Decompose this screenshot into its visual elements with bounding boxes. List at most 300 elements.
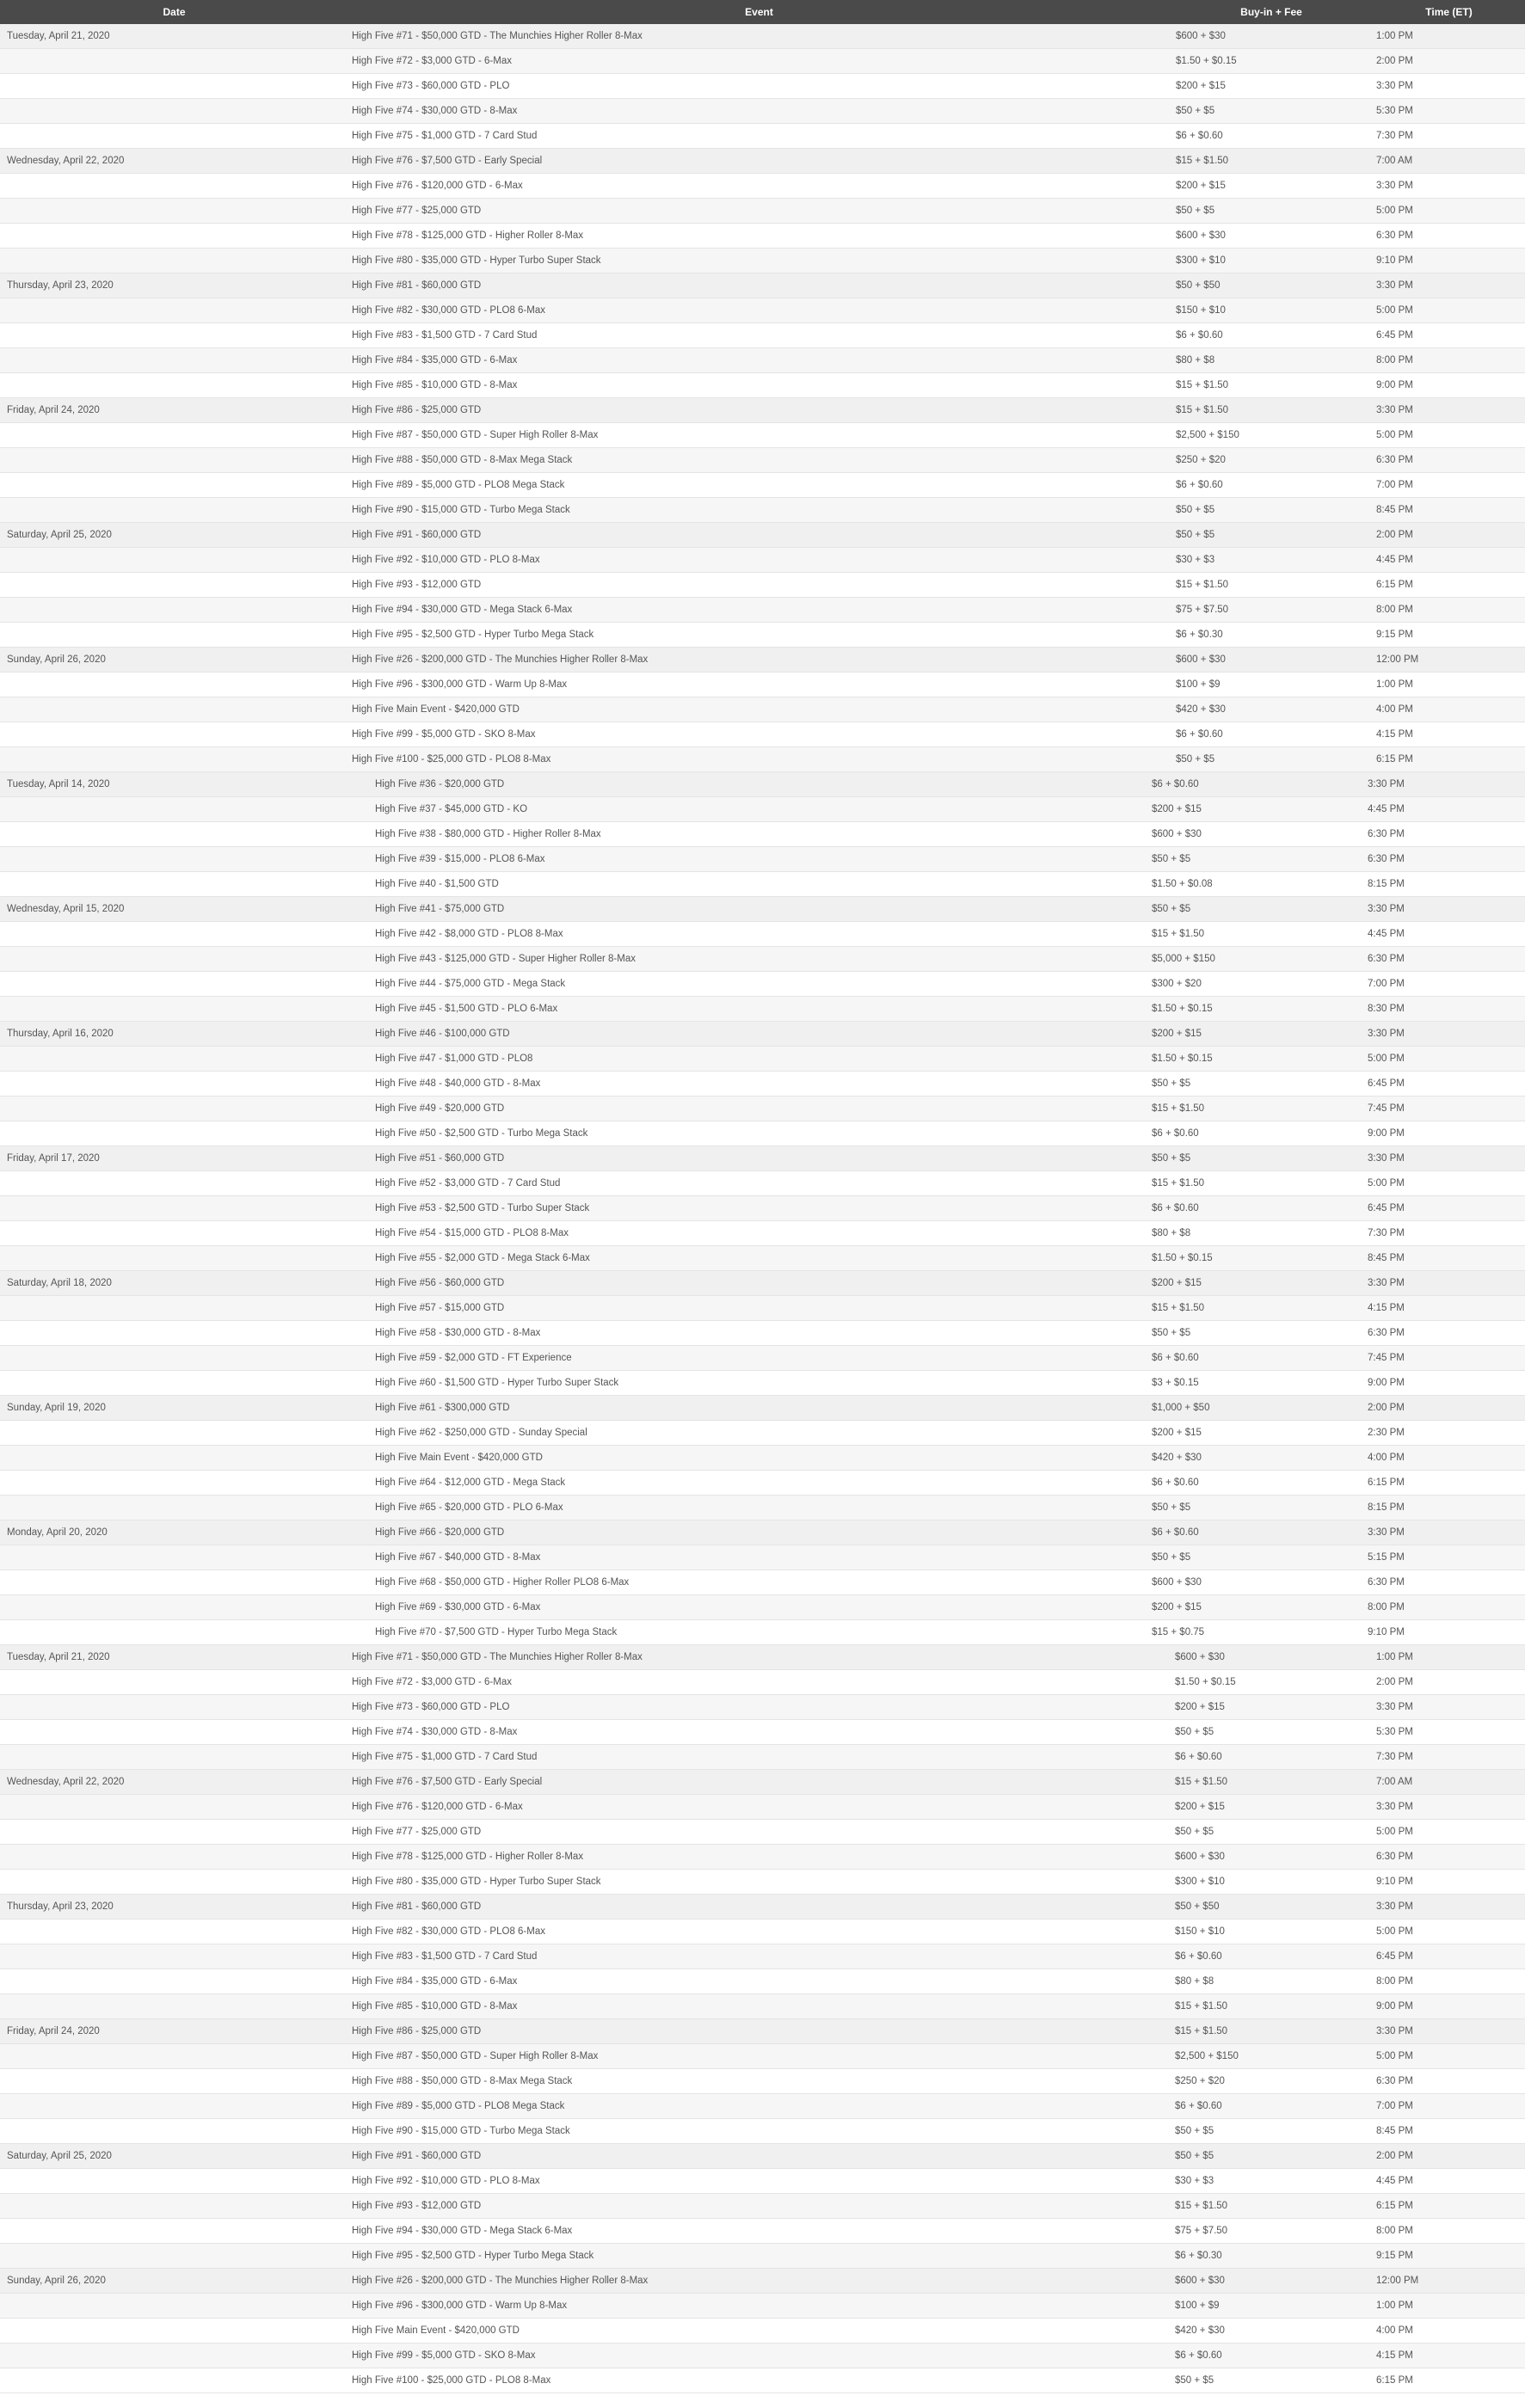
event-cell: High Five #74 - $30,000 GTD - 8-Max	[352, 1727, 518, 1737]
event-cell: High Five #91 - $60,000 GTD	[352, 530, 482, 540]
time-cell: 8:00 PM	[1376, 355, 1413, 366]
date-cell: Thursday, April 16, 2020	[7, 1029, 114, 1039]
table-row	[0, 2344, 1525, 2368]
table-row	[0, 473, 1525, 498]
time-cell: 4:45 PM	[1368, 804, 1405, 814]
table-row	[0, 149, 1525, 174]
buyin-cell: $75 + $7.50	[1175, 2226, 1228, 2236]
time-cell: 8:30 PM	[1368, 1004, 1405, 1014]
buyin-cell: $80 + $8	[1152, 1228, 1191, 1238]
time-cell: 5:00 PM	[1376, 430, 1413, 440]
event-cell: High Five Main Event - $420,000 GTD	[352, 704, 520, 715]
buyin-cell: $1.50 + $0.08	[1152, 879, 1213, 889]
column-header-date: Date	[163, 6, 186, 18]
time-cell: 3:30 PM	[1368, 904, 1405, 914]
time-cell: 2:00 PM	[1368, 1403, 1405, 1413]
time-cell: 6:30 PM	[1376, 1852, 1413, 1862]
time-cell: 5:00 PM	[1368, 1178, 1405, 1189]
time-cell: 6:30 PM	[1376, 2076, 1413, 2086]
time-cell: 8:45 PM	[1376, 505, 1413, 515]
date-cell: Sunday, April 19, 2020	[7, 1403, 106, 1413]
date-cell: Friday, April 24, 2020	[7, 405, 100, 415]
event-cell: High Five #73 - $60,000 GTD - PLO	[352, 81, 510, 91]
event-cell: High Five #93 - $12,000 GTD	[352, 580, 482, 590]
buyin-cell: $100 + $9	[1176, 679, 1221, 690]
table-row	[0, 1745, 1525, 1770]
event-cell: High Five #78 - $125,000 GTD - Higher Roller 8-Max	[352, 1852, 584, 1862]
time-cell: 12:00 PM	[1376, 2276, 1419, 2286]
table-row	[0, 199, 1525, 224]
table-row	[0, 2368, 1525, 2393]
event-cell: High Five #92 - $10,000 GTD - PLO 8-Max	[352, 555, 540, 565]
table-row	[0, 398, 1525, 423]
table-row	[0, 323, 1525, 348]
time-cell: 2:00 PM	[1376, 2151, 1413, 2161]
table-row	[0, 648, 1525, 673]
time-cell: 1:00 PM	[1376, 679, 1413, 690]
table-row	[0, 2119, 1525, 2144]
table-row	[0, 2019, 1525, 2044]
event-cell: High Five #58 - $30,000 GTD - 8-Max	[375, 1328, 541, 1338]
event-cell: High Five #65 - $20,000 GTD - PLO 6-Max	[375, 1502, 563, 1513]
event-cell: High Five #49 - $20,000 GTD	[375, 1103, 505, 1114]
buyin-cell: $6 + $0.60	[1175, 2350, 1222, 2361]
time-cell: 5:30 PM	[1376, 106, 1413, 116]
buyin-cell: $6 + $0.60	[1176, 729, 1223, 740]
time-cell: 5:00 PM	[1376, 1926, 1413, 1937]
date-cell: Friday, April 24, 2020	[7, 2026, 100, 2036]
buyin-cell: $200 + $15	[1176, 81, 1226, 91]
time-cell: 3:30 PM	[1376, 2026, 1413, 2036]
event-cell: High Five #57 - $15,000 GTD	[375, 1303, 505, 1313]
event-cell: High Five #73 - $60,000 GTD - PLO	[352, 1702, 510, 1712]
buyin-cell: $250 + $20	[1176, 455, 1226, 465]
event-cell: High Five #60 - $1,500 GTD - Hyper Turbo Super Stack	[375, 1378, 619, 1388]
buyin-cell: $200 + $15	[1175, 1702, 1225, 1712]
buyin-cell: $600 + $30	[1175, 1852, 1225, 1862]
event-cell: High Five #81 - $60,000 GTD	[352, 1901, 482, 1912]
time-cell: 7:30 PM	[1376, 1752, 1413, 1762]
date-cell: Friday, April 17, 2020	[7, 1153, 100, 1164]
buyin-cell: $600 + $30	[1175, 2276, 1225, 2286]
event-cell: High Five #95 - $2,500 GTD - Hyper Turbo Mega Stack	[352, 2251, 594, 2261]
buyin-cell: $1,000 + $50	[1152, 1403, 1210, 1413]
time-cell: 6:30 PM	[1368, 829, 1405, 839]
buyin-cell: $80 + $8	[1176, 355, 1215, 366]
date-cell: Wednesday, April 22, 2020	[7, 156, 125, 166]
buyin-cell: $50 + $5	[1152, 1552, 1191, 1563]
buyin-cell: $15 + $1.50	[1176, 580, 1229, 590]
buyin-cell: $15 + $1.50	[1175, 2026, 1228, 2036]
buyin-cell: $300 + $20	[1152, 979, 1202, 989]
buyin-cell: $200 + $15	[1152, 1428, 1202, 1438]
table-row	[0, 24, 1525, 49]
table-row	[0, 1944, 1525, 1969]
table-row	[0, 2194, 1525, 2219]
time-cell: 9:00 PM	[1376, 2001, 1413, 2012]
time-cell: 6:15 PM	[1376, 2375, 1413, 2386]
event-cell: High Five #87 - $50,000 GTD - Super High Roller 8-Max	[352, 2051, 599, 2061]
buyin-cell: $600 + $30	[1176, 31, 1226, 41]
table-row	[0, 598, 1525, 623]
table-row	[0, 1670, 1525, 1695]
event-cell: High Five #96 - $300,000 GTD - Warm Up 8-Max	[352, 679, 568, 690]
time-cell: 3:30 PM	[1376, 81, 1413, 91]
buyin-cell: $6 + $0.30	[1175, 2251, 1222, 2261]
buyin-cell: $3 + $0.15	[1152, 1378, 1199, 1388]
table-row	[0, 947, 1525, 972]
time-cell: 8:45 PM	[1376, 2126, 1413, 2136]
date-cell: Thursday, April 23, 2020	[7, 1901, 114, 1912]
event-cell: High Five #76 - $7,500 GTD - Early Special	[352, 156, 543, 166]
table-row	[0, 2044, 1525, 2069]
table-header	[0, 0, 1525, 24]
event-cell: High Five #64 - $12,000 GTD - Mega Stack	[375, 1477, 566, 1488]
table-row	[0, 997, 1525, 1022]
time-cell: 6:30 PM	[1368, 854, 1405, 864]
time-cell: 2:00 PM	[1376, 1677, 1413, 1687]
time-cell: 6:15 PM	[1376, 580, 1413, 590]
event-cell: High Five #94 - $30,000 GTD - Mega Stack 6-Max	[352, 2226, 573, 2236]
time-cell: 8:00 PM	[1368, 1602, 1405, 1612]
event-cell: High Five #84 - $35,000 GTD - 6-Max	[352, 1976, 518, 1987]
table-row	[0, 348, 1525, 373]
event-cell: High Five #46 - $100,000 GTD	[375, 1029, 510, 1039]
event-cell: High Five #42 - $8,000 GTD - PLO8 8-Max	[375, 929, 563, 939]
table-row	[0, 872, 1525, 897]
event-cell: High Five #88 - $50,000 GTD - 8-Max Mega Stack	[352, 2076, 573, 2086]
time-cell: 8:15 PM	[1368, 879, 1405, 889]
table-row	[0, 673, 1525, 697]
table-row	[0, 1595, 1525, 1620]
date-cell: Saturday, April 25, 2020	[7, 530, 112, 540]
buyin-cell: $50 + $5	[1152, 1502, 1191, 1513]
time-cell: 7:30 PM	[1376, 131, 1413, 141]
time-cell: 1:00 PM	[1376, 2300, 1413, 2311]
time-cell: 4:45 PM	[1376, 2176, 1413, 2186]
table-row	[0, 1820, 1525, 1845]
table-row	[0, 1346, 1525, 1371]
time-cell: 1:00 PM	[1376, 1652, 1413, 1662]
event-cell: High Five #39 - $15,000 - PLO8 6-Max	[375, 854, 545, 864]
buyin-cell: $80 + $8	[1175, 1976, 1214, 1987]
buyin-cell: $30 + $3	[1176, 555, 1215, 565]
table-row	[0, 2269, 1525, 2294]
table-row	[0, 1920, 1525, 1944]
table-row	[0, 2169, 1525, 2194]
buyin-cell: $1.50 + $0.15	[1175, 1677, 1236, 1687]
time-cell: 6:45 PM	[1368, 1203, 1405, 1213]
table-row	[0, 1396, 1525, 1421]
event-cell: High Five #44 - $75,000 GTD - Mega Stack	[375, 979, 566, 989]
buyin-cell: $600 + $30	[1152, 1577, 1202, 1588]
buyin-cell: $15 + $1.50	[1175, 2001, 1228, 2012]
event-cell: High Five #80 - $35,000 GTD - Hyper Turbo Super Stack	[352, 255, 601, 266]
table-row	[0, 1146, 1525, 1171]
time-cell: 7:45 PM	[1368, 1353, 1405, 1363]
buyin-cell: $15 + $1.50	[1175, 2201, 1228, 2211]
event-cell: High Five #26 - $200,000 GTD - The Munchies Higher Roller 8-Max	[352, 654, 649, 665]
table-row	[0, 273, 1525, 298]
event-cell: High Five #82 - $30,000 GTD - PLO8 6-Max	[352, 1926, 545, 1937]
time-cell: 7:30 PM	[1368, 1228, 1405, 1238]
event-cell: High Five #55 - $2,000 GTD - Mega Stack 6-Max	[375, 1253, 590, 1263]
time-cell: 7:00 PM	[1376, 2101, 1413, 2111]
buyin-cell: $50 + $5	[1175, 2126, 1214, 2136]
event-cell: High Five #90 - $15,000 GTD - Turbo Mega Stack	[352, 505, 570, 515]
event-cell: High Five #93 - $12,000 GTD	[352, 2201, 482, 2211]
date-cell: Wednesday, April 22, 2020	[7, 1777, 125, 1787]
time-cell: 3:30 PM	[1376, 1901, 1413, 1912]
time-cell: 3:30 PM	[1368, 779, 1405, 789]
event-cell: High Five #51 - $60,000 GTD	[375, 1153, 505, 1164]
buyin-cell: $15 + $1.50	[1152, 1178, 1205, 1189]
table-row	[0, 2319, 1525, 2344]
event-cell: High Five #69 - $30,000 GTD - 6-Max	[375, 1602, 541, 1612]
time-cell: 3:30 PM	[1376, 181, 1413, 191]
time-cell: 6:15 PM	[1376, 754, 1413, 765]
buyin-cell: $15 + $1.50	[1176, 380, 1229, 390]
buyin-cell: $6 + $0.60	[1176, 131, 1223, 141]
time-cell: 8:15 PM	[1368, 1502, 1405, 1513]
time-cell: 4:15 PM	[1376, 2350, 1413, 2361]
time-cell: 5:30 PM	[1376, 1727, 1413, 1737]
table-row	[0, 822, 1525, 847]
table-row	[0, 548, 1525, 573]
table-row	[0, 2069, 1525, 2094]
event-cell: High Five #68 - $50,000 GTD - Higher Roller PLO8 6-Max	[375, 1577, 630, 1588]
table-row	[0, 423, 1525, 448]
table-row	[0, 897, 1525, 922]
table-row	[0, 1545, 1525, 1570]
event-cell: High Five #77 - $25,000 GTD	[352, 1827, 482, 1837]
event-cell: High Five #40 - $1,500 GTD	[375, 879, 499, 889]
table-row	[0, 1620, 1525, 1645]
event-cell: High Five #87 - $50,000 GTD - Super High Roller 8-Max	[352, 430, 599, 440]
table-row	[0, 1720, 1525, 1745]
buyin-cell: $50 + $5	[1175, 2375, 1214, 2386]
buyin-cell: $150 + $10	[1175, 1926, 1225, 1937]
buyin-cell: $200 + $15	[1152, 804, 1202, 814]
buyin-cell: $1.50 + $0.15	[1152, 1004, 1213, 1014]
buyin-cell: $100 + $9	[1175, 2300, 1220, 2311]
buyin-cell: $15 + $1.50	[1176, 156, 1229, 166]
time-cell: 3:30 PM	[1376, 405, 1413, 415]
event-cell: High Five #67 - $40,000 GTD - 8-Max	[375, 1552, 541, 1563]
buyin-cell: $15 + $1.50	[1152, 929, 1205, 939]
event-cell: High Five #99 - $5,000 GTD - SKO 8-Max	[352, 729, 536, 740]
time-cell: 8:45 PM	[1368, 1253, 1405, 1263]
time-cell: 4:00 PM	[1376, 704, 1413, 715]
date-cell: Sunday, April 26, 2020	[7, 2276, 106, 2286]
buyin-cell: $600 + $30	[1175, 1652, 1225, 1662]
time-cell: 3:30 PM	[1368, 1527, 1405, 1538]
time-cell: 5:00 PM	[1376, 1827, 1413, 1837]
date-cell: Sunday, April 26, 2020	[7, 654, 106, 665]
buyin-cell: $6 + $0.30	[1176, 630, 1223, 640]
time-cell: 7:45 PM	[1368, 1103, 1405, 1114]
buyin-cell: $6 + $0.60	[1152, 1128, 1199, 1139]
time-cell: 6:30 PM	[1368, 1577, 1405, 1588]
time-cell: 4:15 PM	[1368, 1303, 1405, 1313]
table-row	[0, 224, 1525, 249]
buyin-cell: $1.50 + $0.15	[1152, 1054, 1213, 1064]
table-row	[0, 1471, 1525, 1496]
time-cell: 4:00 PM	[1376, 2325, 1413, 2336]
time-cell: 6:30 PM	[1368, 1328, 1405, 1338]
buyin-cell: $420 + $30	[1152, 1453, 1202, 1463]
event-cell: High Five #53 - $2,500 GTD - Turbo Super Stack	[375, 1203, 590, 1213]
time-cell: 6:45 PM	[1368, 1078, 1405, 1089]
table-row	[0, 1171, 1525, 1196]
table-row	[0, 2244, 1525, 2269]
time-cell: 4:45 PM	[1376, 555, 1413, 565]
buyin-cell: $30 + $3	[1175, 2176, 1214, 2186]
event-cell: High Five #75 - $1,000 GTD - 7 Card Stud	[352, 131, 538, 141]
table-row	[0, 373, 1525, 398]
buyin-cell: $6 + $0.60	[1175, 1951, 1222, 1962]
buyin-cell: $6 + $0.60	[1152, 1353, 1199, 1363]
table-row	[0, 1845, 1525, 1870]
table-row	[0, 1446, 1525, 1471]
event-cell: High Five #36 - $20,000 GTD	[375, 779, 505, 789]
table-row	[0, 1795, 1525, 1820]
buyin-cell: $300 + $10	[1176, 255, 1226, 266]
date-cell: Thursday, April 23, 2020	[7, 280, 114, 291]
buyin-cell: $600 + $30	[1176, 230, 1226, 241]
buyin-cell: $50 + $5	[1175, 1827, 1214, 1837]
time-cell: 8:00 PM	[1376, 605, 1413, 615]
buyin-cell: $50 + $50	[1175, 1901, 1220, 1912]
time-cell: 4:15 PM	[1376, 729, 1413, 740]
event-cell: High Five #99 - $5,000 GTD - SKO 8-Max	[352, 2350, 536, 2361]
buyin-cell: $50 + $5	[1175, 2151, 1214, 2161]
time-cell: 5:00 PM	[1376, 206, 1413, 216]
event-cell: High Five #95 - $2,500 GTD - Hyper Turbo Mega Stack	[352, 630, 594, 640]
buyin-cell: $200 + $15	[1152, 1029, 1202, 1039]
buyin-cell: $5,000 + $150	[1152, 954, 1215, 964]
table-row	[0, 448, 1525, 473]
event-cell: High Five #90 - $15,000 GTD - Turbo Mega Stack	[352, 2126, 570, 2136]
column-header-buyin: Buy-in + Fee	[1240, 6, 1302, 18]
table-row	[0, 1022, 1525, 1047]
column-header-time: Time (ET)	[1425, 6, 1473, 18]
time-cell: 9:00 PM	[1376, 380, 1413, 390]
time-cell: 8:00 PM	[1376, 1976, 1413, 1987]
table-row	[0, 1570, 1525, 1595]
table-row	[0, 2144, 1525, 2169]
time-cell: 6:30 PM	[1376, 230, 1413, 241]
buyin-cell: $15 + $1.50	[1152, 1103, 1205, 1114]
event-cell: High Five #92 - $10,000 GTD - PLO 8-Max	[352, 2176, 540, 2186]
buyin-cell: $200 + $15	[1176, 181, 1226, 191]
table-row	[0, 1870, 1525, 1895]
time-cell: 12:00 PM	[1376, 654, 1419, 665]
table-row	[0, 847, 1525, 872]
time-cell: 1:00 PM	[1376, 31, 1413, 41]
buyin-cell: $600 + $30	[1152, 829, 1202, 839]
date-cell: Monday, April 20, 2020	[7, 1527, 108, 1538]
event-cell: High Five #84 - $35,000 GTD - 6-Max	[352, 355, 518, 366]
event-cell: High Five #78 - $125,000 GTD - Higher Roller 8-Max	[352, 230, 584, 241]
event-cell: High Five #59 - $2,000 GTD - FT Experience	[375, 1353, 572, 1363]
time-cell: 7:00 PM	[1368, 979, 1405, 989]
event-cell: High Five #89 - $5,000 GTD - PLO8 Mega Stack	[352, 480, 565, 490]
event-cell: High Five #86 - $25,000 GTD	[352, 2026, 482, 2036]
time-cell: 2:00 PM	[1376, 56, 1413, 66]
table-row	[0, 573, 1525, 598]
time-cell: 2:30 PM	[1368, 1428, 1405, 1438]
buyin-cell: $50 + $5	[1176, 754, 1215, 765]
event-cell: High Five #45 - $1,500 GTD - PLO 6-Max	[375, 1004, 558, 1014]
date-cell: Saturday, April 18, 2020	[7, 1278, 112, 1288]
schedule-table-body	[0, 24, 1525, 2393]
table-row	[0, 722, 1525, 747]
buyin-cell: $200 + $15	[1152, 1278, 1202, 1288]
event-cell: High Five #96 - $300,000 GTD - Warm Up 8-Max	[352, 2300, 568, 2311]
buyin-cell: $50 + $5	[1176, 206, 1215, 216]
date-cell: Tuesday, April 14, 2020	[7, 779, 110, 789]
buyin-cell: $2,500 + $150	[1175, 2051, 1239, 2061]
table-row	[0, 922, 1525, 947]
buyin-cell: $6 + $0.60	[1152, 1477, 1199, 1488]
table-row	[0, 1421, 1525, 1446]
time-cell: 7:00 PM	[1376, 480, 1413, 490]
table-row	[0, 747, 1525, 772]
time-cell: 5:00 PM	[1376, 305, 1413, 316]
buyin-cell: $420 + $30	[1176, 704, 1226, 715]
event-cell: High Five #50 - $2,500 GTD - Turbo Mega Stack	[375, 1128, 588, 1139]
buyin-cell: $2,500 + $150	[1176, 430, 1239, 440]
buyin-cell: $1.50 + $0.15	[1152, 1253, 1213, 1263]
time-cell: 9:00 PM	[1368, 1128, 1405, 1139]
buyin-cell: $200 + $15	[1152, 1602, 1202, 1612]
table-row	[0, 1496, 1525, 1520]
buyin-cell: $6 + $0.60	[1152, 779, 1199, 789]
time-cell: 6:15 PM	[1368, 1477, 1405, 1488]
table-row	[0, 1770, 1525, 1795]
buyin-cell: $6 + $0.60	[1176, 330, 1223, 341]
event-cell: High Five #38 - $80,000 GTD - Higher Roller 8-Max	[375, 829, 601, 839]
table-row	[0, 523, 1525, 548]
table-row	[0, 1196, 1525, 1221]
table-row	[0, 1121, 1525, 1146]
time-cell: 5:00 PM	[1376, 2051, 1413, 2061]
event-cell: High Five #71 - $50,000 GTD - The Munchies Higher Roller 8-Max	[352, 31, 643, 41]
time-cell: 6:30 PM	[1368, 954, 1405, 964]
time-cell: 3:30 PM	[1376, 1702, 1413, 1712]
table-row	[0, 623, 1525, 648]
buyin-cell: $250 + $20	[1175, 2076, 1225, 2086]
event-cell: High Five #89 - $5,000 GTD - PLO8 Mega Stack	[352, 2101, 565, 2111]
event-cell: High Five #83 - $1,500 GTD - 7 Card Stud	[352, 1951, 538, 1962]
table-row	[0, 1047, 1525, 1072]
time-cell: 6:15 PM	[1376, 2201, 1413, 2211]
buyin-cell: $50 + $5	[1152, 854, 1191, 864]
buyin-cell: $1.50 + $0.15	[1176, 56, 1237, 66]
date-cell: Tuesday, April 21, 2020	[7, 1652, 110, 1662]
buyin-cell: $50 + $5	[1152, 1153, 1191, 1164]
table-row	[0, 1520, 1525, 1545]
event-cell: High Five Main Event - $420,000 GTD	[352, 2325, 520, 2336]
event-cell: High Five #71 - $50,000 GTD - The Munchies Higher Roller 8-Max	[352, 1652, 643, 1662]
table-row	[0, 2219, 1525, 2244]
event-cell: High Five #43 - $125,000 GTD - Super Higher Roller 8-Max	[375, 954, 636, 964]
table-row	[0, 249, 1525, 273]
time-cell: 4:45 PM	[1368, 929, 1405, 939]
table-row	[0, 1321, 1525, 1346]
date-cell: Wednesday, April 15, 2020	[7, 904, 125, 914]
